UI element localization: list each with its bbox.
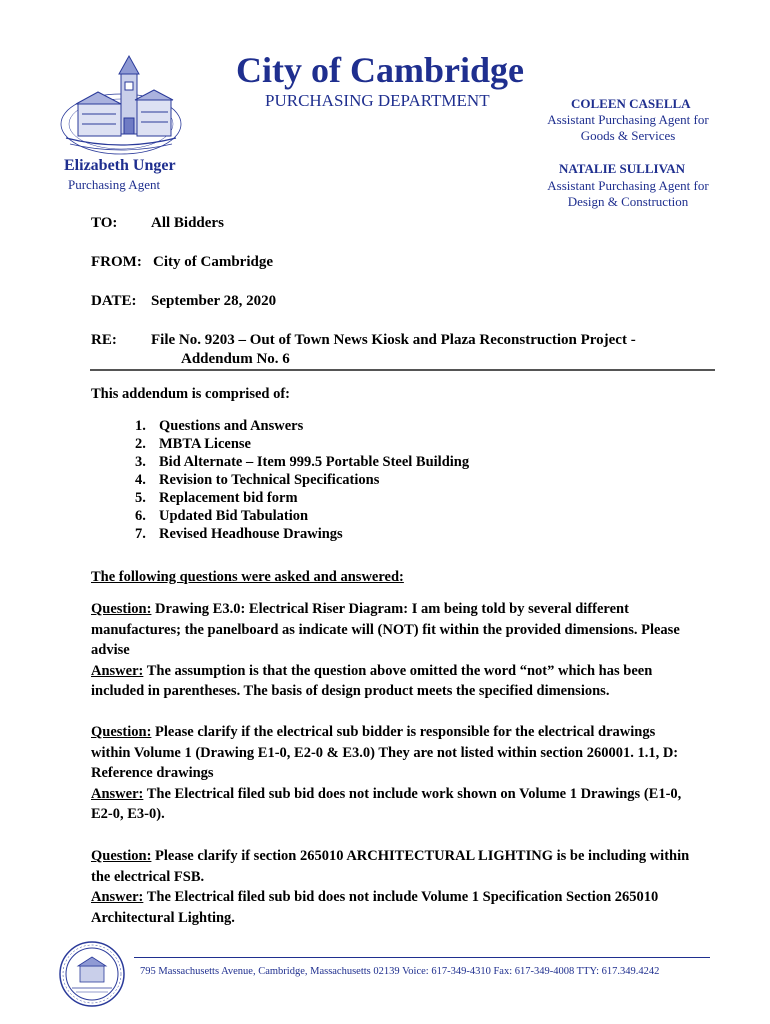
staff-casella-title	[540, 112, 716, 144]
qa-heading: The following questions were asked and answered:	[91, 569, 404, 585]
date-value: September 28, 2020	[151, 293, 277, 309]
answer-2	[91, 784, 691, 825]
list-item	[135, 417, 469, 435]
footer-divider	[134, 957, 710, 958]
list-item-number: 4.	[135, 472, 146, 488]
list-item-number: 3.	[135, 454, 146, 470]
list-item	[135, 489, 469, 507]
question-text: Please clarify if section 265010 ARCHITECTURAL LIGHTING is be including within the electrical FSB.	[91, 848, 690, 885]
list-item-text: Updated Bid Tabulation	[159, 508, 309, 524]
question-1	[91, 599, 691, 661]
answer-1	[91, 661, 691, 702]
city-title: City of Cambridge	[236, 50, 524, 90]
staff-sullivan-name: NATALIE SULLIVAN	[559, 161, 686, 176]
city-hall-logo	[58, 52, 184, 158]
question-text: Drawing E3.0: Electrical Riser Diagram: I am being told by several different manufactures; the panelboard as indicate will (NOT) fit within the provided dimensions. Please advise	[91, 601, 680, 658]
answer-text: The Electrical filed sub bid does not include Volume 1 Specification Section 265010 Architectural Lighting.	[91, 889, 659, 926]
list-item-text: Revised Headhouse Drawings	[159, 526, 343, 542]
list-item	[135, 453, 469, 471]
to-value: All Bidders	[151, 215, 224, 231]
list-item	[135, 435, 469, 453]
staff-casella-name: COLEEN CASELLA	[571, 96, 691, 111]
from-label: FROM:	[91, 254, 142, 270]
department-name: PURCHASING DEPARTMENT	[265, 91, 490, 110]
answer-label: Answer:	[91, 889, 144, 905]
question-text: Please clarify if the electrical sub bidder is responsible for the electrical drawings within Volume 1 (Drawing E1-0, E2-0 & E3.0) They are not listed within section 260001. 1.1, D: Reference drawings	[91, 724, 679, 781]
question-2	[91, 722, 691, 784]
list-item-text: Questions and Answers	[159, 418, 304, 434]
re-value-line2: Addendum No. 6	[181, 351, 290, 367]
to-label: TO:	[91, 215, 118, 231]
list-item	[135, 507, 469, 525]
list-item-number: 1.	[135, 418, 146, 434]
list-item-number: 6.	[135, 508, 146, 524]
answer-text: The Electrical filed sub bid does not include work shown on Volume 1 Drawings (E1-0, E2-0, E3-0).	[91, 785, 682, 822]
list-item-number: 2.	[135, 436, 146, 452]
list-item	[135, 471, 469, 489]
answer-label: Answer:	[91, 662, 144, 679]
addendum-items-list	[135, 417, 469, 543]
date-label: DATE:	[91, 293, 137, 309]
staff-casella-title-line1: Assistant Purchasing Agent for	[547, 112, 709, 127]
answer-3	[91, 887, 691, 928]
staff-sullivan-title-line2: Design & Construction	[567, 194, 689, 209]
question-label: Question:	[91, 724, 152, 740]
addendum-intro: This addendum is comprised of:	[91, 386, 291, 402]
staff-sullivan-title	[540, 178, 716, 210]
question-3	[91, 846, 691, 887]
list-item-text: Bid Alternate – Item 999.5 Portable Steel Building	[159, 454, 470, 470]
purchasing-agent-name: Elizabeth Unger	[64, 157, 176, 174]
list-item-number: 5.	[135, 490, 146, 506]
re-label: RE:	[91, 332, 117, 348]
list-item-number: 7.	[135, 526, 146, 542]
qa-block-3	[91, 846, 691, 928]
re-value-line1: File No. 9203 – Out of Town News Kiosk and Plaza Reconstruction Project -	[151, 332, 636, 348]
answer-label: Answer:	[91, 785, 144, 802]
qa-block-1	[91, 599, 691, 702]
staff-casella-title-line2: Goods & Services	[580, 128, 676, 143]
question-label: Question:	[91, 848, 152, 864]
qa-block-2	[91, 722, 691, 825]
list-item-text: Replacement bid form	[159, 490, 298, 506]
header-divider	[90, 369, 715, 371]
list-item	[135, 525, 469, 543]
staff-sullivan-title-line1: Assistant Purchasing Agent for	[547, 178, 709, 193]
purchasing-agent-title: Purchasing Agent	[68, 177, 161, 192]
footer-address: 795 Massachusetts Avenue, Cambridge, Massachusetts 02139 Voice: 617-349-4310 Fax: 617-349-4008 TTY: 617.349.4242	[140, 966, 660, 977]
list-item-text: Revision to Technical Specifications	[159, 472, 380, 488]
list-item-text: MBTA License	[159, 436, 251, 452]
city-seal-icon	[58, 940, 126, 1008]
from-value: City of Cambridge	[153, 254, 273, 270]
answer-text: The assumption is that the question above omitted the word “not” which has been included in parentheses. The basis of design product meets the specified dimensions.	[91, 662, 653, 699]
question-label: Question:	[91, 601, 152, 617]
